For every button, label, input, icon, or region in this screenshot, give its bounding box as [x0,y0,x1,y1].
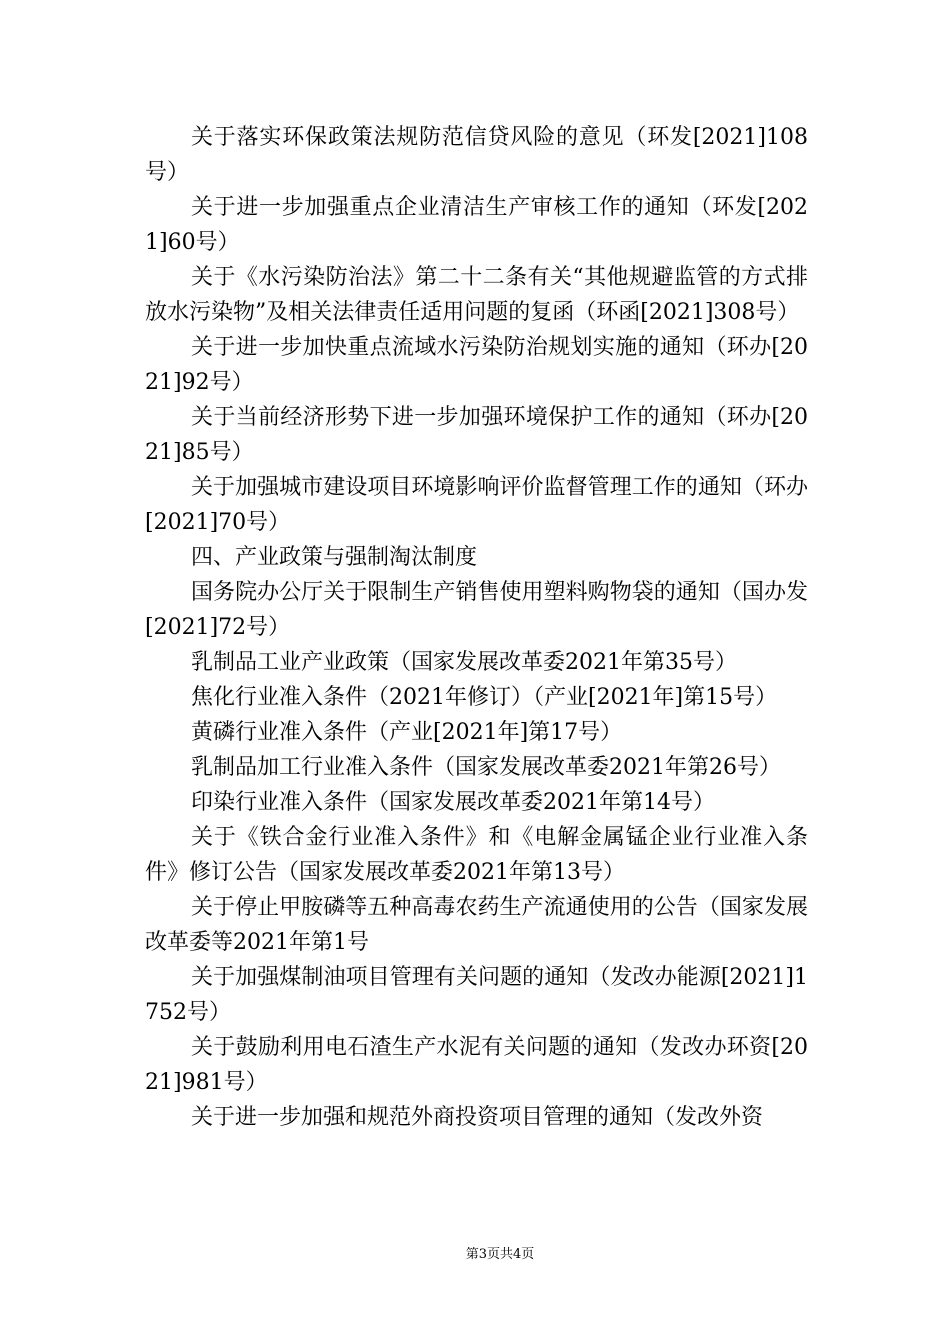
paragraph-12: 乳制品加工行业准入条件（国家发展改革委2021年第26号） [191,755,781,780]
paragraph-3: 关于《水污染防治法》第二十二条有关“其他规避监管的方式排放水污染物”及相关法律责任适用问题的复函（环函[2021]308号） [145,265,808,325]
paragraph-10: 焦化行业准入条件（2021年修订）（产业[2021年]第15号） [191,685,778,710]
paragraph-5: 关于当前经济形势下进一步加强环境保护工作的通知（环办[2021]85号） [145,405,808,465]
paragraph-4: 关于进一步加快重点流域水污染防治规划实施的通知（环办[2021]92号） [145,335,808,395]
paragraph-15: 关于停止甲胺磷等五种高毒农药生产流通使用的公告（国家发展改革委等2021年第1号 [145,895,808,955]
section-heading: 四、产业政策与强制淘汰制度 [191,545,478,570]
paragraph-14: 关于《铁合金行业准入条件》和《电解金属锰企业行业准入条件》修订公告（国家发展改革委2021年第13号） [145,825,808,885]
paragraph-16: 关于加强煤制油项目管理有关问题的通知（发改办能源[2021]1752号） [145,965,808,1025]
paragraph-13: 印染行业准入条件（国家发展改革委2021年第14号） [191,790,715,815]
paragraph-8: 国务院办公厅关于限制生产销售使用塑料购物袋的通知（国办发[2021]72号） [145,580,808,640]
paragraph-6: 关于加强城市建设项目环境影响评价监督管理工作的通知（环办[2021]70号） [145,475,808,535]
paragraph-1: 关于落实环保政策法规防范信贷风险的意见（环发[2021]108号） [145,125,808,185]
paragraph-2: 关于进一步加强重点企业清洁生产审核工作的通知（环发[2021]60号） [145,195,808,255]
paragraph-17: 关于鼓励利用电石渣生产水泥有关问题的通知（发改办环资[2021]981号） [145,1035,808,1095]
paragraph-9: 乳制品工业产业政策（国家发展改革委2021年第35号） [191,650,737,675]
document-body [145,120,808,1135]
page-number-footer: 第3页共4页 [465,1247,535,1262]
paragraph-18: 关于进一步加强和规范外商投资项目管理的通知（发改外资 [191,1105,764,1130]
paragraph-11: 黄磷行业准入条件（产业[2021年]第17号） [191,720,623,745]
